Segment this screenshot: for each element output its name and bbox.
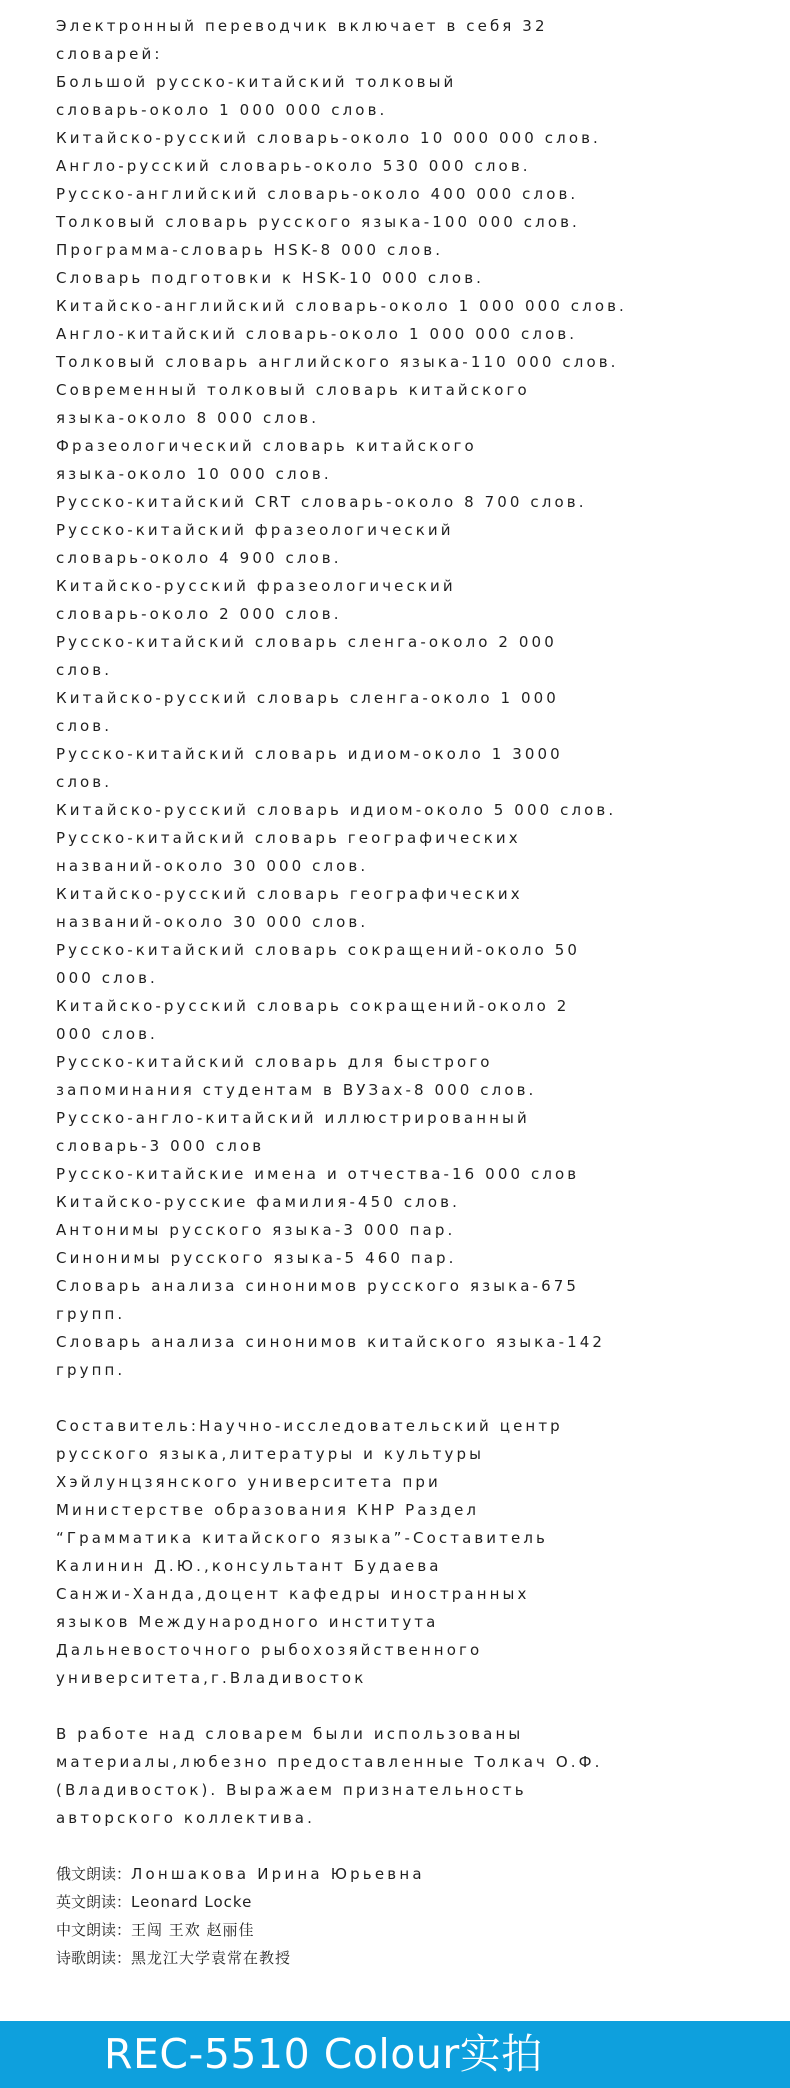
dictionary-line: Антонимы русского языка-3 000 пар.	[56, 1221, 456, 1239]
dictionary-line: Русско-китайский фразеологический	[56, 521, 454, 539]
compiler-line: Дальневосточного рыбохозяйственного	[56, 1641, 483, 1659]
credit-value: Лоншакова Ирина Юрьевна	[131, 1865, 425, 1883]
dictionary-line: Русско-китайский словарь сленга-около 2 000	[56, 633, 557, 651]
banner-text: REC-5510 Colour实拍	[104, 2030, 543, 2078]
dictionary-line: Китайско-русский словарь сокращений-около 2	[56, 997, 570, 1015]
acknowledgement-paragraph	[56, 1720, 736, 1832]
dictionary-line: Синонимы русского языка-5 460 пар.	[56, 1249, 457, 1267]
acknowledgement-line: (Владивосток). Выражаем признательность	[56, 1781, 527, 1799]
credit-value: Leonard Locke	[131, 1893, 253, 1911]
dictionary-line: Электронный переводчик включает в себя 32	[56, 17, 548, 35]
dictionary-line: групп.	[56, 1361, 126, 1379]
compiler-line: Санжи-Ханда,доцент кафедры иностранных	[56, 1585, 530, 1603]
dictionary-line: Современный толковый словарь китайского	[56, 381, 530, 399]
acknowledgement-line: материалы,любезно предоставленные Толкач О.Ф.	[56, 1753, 603, 1771]
dictionary-line: Словарь анализа синонимов китайского языка-142	[56, 1333, 606, 1351]
dictionary-line: Русско-китайский словарь сокращений-около 50	[56, 941, 581, 959]
spacer	[56, 1384, 736, 1412]
dictionary-line: Китайско-русские фамилия-450 слов.	[56, 1193, 460, 1211]
spacer	[56, 1832, 736, 1860]
dictionary-line: Русско-англо-китайский иллюстрированный	[56, 1109, 530, 1127]
compiler-paragraph	[56, 1412, 736, 1692]
dictionary-line: Русско-китайские имена и отчества-16 000 слов	[56, 1165, 580, 1183]
dictionary-line: слов.	[56, 773, 113, 791]
compiler-line: университета,г.Владивосток	[56, 1669, 367, 1687]
credit-label: 中文朗读：	[56, 1921, 132, 1939]
dictionary-line: 000 слов.	[56, 969, 158, 987]
dictionary-line: Словарь анализа синонимов русского языка-675	[56, 1277, 579, 1295]
dictionary-line: словарь-3 000 слов	[56, 1137, 265, 1155]
spacer	[56, 1692, 736, 1720]
dictionary-line: 000 слов.	[56, 1025, 158, 1043]
acknowledgement-line: авторского коллектива.	[56, 1809, 315, 1827]
dictionary-line: словарь-около 2 000 слов.	[56, 605, 342, 623]
credit-label: 英文朗读：	[56, 1893, 132, 1911]
dictionary-line: Большой русско-китайский толковый	[56, 73, 457, 91]
compiler-line: Составитель:Научно-исследовательский центр	[56, 1417, 563, 1435]
dictionary-line: словарь-около 4 900 слов.	[56, 549, 342, 567]
dictionary-line: Толковый словарь русского языка-100 000 слов.	[56, 213, 580, 231]
compiler-line: Калинин Д.Ю.,консультант Будаева	[56, 1557, 442, 1575]
dictionary-line: Китайско-русский словарь географических	[56, 885, 523, 903]
credit-label: 诗歌朗读：	[56, 1949, 132, 1967]
compiler-line: Хэйлунцзянского университета при	[56, 1473, 441, 1491]
credit-row	[56, 1860, 736, 1888]
dictionary-line: Русско-китайский словарь для быстрого	[56, 1053, 493, 1071]
dictionary-line: слов.	[56, 717, 113, 735]
compiler-line: русского языка,литературы и культуры	[56, 1445, 485, 1463]
dictionary-line: запоминания студентам в ВУЗах-8 000 слов.	[56, 1081, 537, 1099]
acknowledgement-line: В работе над словарем были использованы	[56, 1725, 524, 1743]
document-body	[56, 12, 736, 1972]
dictionary-line: Китайско-русский фразеологический	[56, 577, 456, 595]
dictionary-line: Фразеологический словарь китайского	[56, 437, 477, 455]
compiler-line: “Грамматика китайского языка”-Составитель	[56, 1529, 548, 1547]
dictionary-line: Русско-китайский словарь географических	[56, 829, 521, 847]
dictionary-line: Русско-английский словарь-около 400 000 слов.	[56, 185, 579, 203]
footer-banner	[0, 2021, 790, 2088]
dictionary-line: Китайско-русский словарь идиом-около 5 000 слов.	[56, 801, 617, 819]
dictionary-line: языка-около 8 000 слов.	[56, 409, 320, 427]
dictionary-line: Англо-китайский словарь-около 1 000 000 слов.	[56, 325, 578, 343]
compiler-line: языков Международного института	[56, 1613, 439, 1631]
dictionary-line: словарь-около 1 000 000 слов.	[56, 101, 388, 119]
dictionary-line: слов.	[56, 661, 113, 679]
dictionary-line: Толковый словарь английского языка-110 000 слов.	[56, 353, 619, 371]
dictionary-line: Китайско-английский словарь-около 1 000 000 слов.	[56, 297, 627, 315]
credit-label: 俄文朗读：	[56, 1865, 132, 1883]
dictionary-line: Словарь подготовки к HSK-10 000 слов.	[56, 269, 485, 287]
credit-row	[56, 1888, 736, 1916]
credit-row	[56, 1944, 736, 1972]
dictionary-line: групп.	[56, 1305, 126, 1323]
credit-value: 黑龙江大学袁常在教授	[131, 1949, 292, 1967]
dictionary-list	[56, 12, 736, 1384]
dictionary-line: языка-около 10 000 слов.	[56, 465, 332, 483]
credit-value: 王闯 王欢 赵丽佳	[131, 1921, 255, 1939]
dictionary-line: Англо-русский словарь-около 530 000 слов.	[56, 157, 531, 175]
dictionary-line: Китайско-русский словарь сленга-около 1 000	[56, 689, 559, 707]
dictionary-line: Программа-словарь HSK-8 000 слов.	[56, 241, 444, 259]
dictionary-line: названий-около 30 000 слов.	[56, 857, 369, 875]
compiler-line: Министерстве образования КНР Раздел	[56, 1501, 480, 1519]
dictionary-line: словарей:	[56, 45, 163, 63]
credit-row	[56, 1916, 736, 1944]
dictionary-line: названий-около 30 000 слов.	[56, 913, 369, 931]
dictionary-line: Русско-китайский словарь идиом-около 1 3000	[56, 745, 563, 763]
reader-credits	[56, 1860, 736, 1972]
dictionary-line: Русско-китайский CRT словарь-около 8 700 слов.	[56, 493, 587, 511]
dictionary-line: Китайско-русский словарь-около 10 000 000 слов.	[56, 129, 601, 147]
